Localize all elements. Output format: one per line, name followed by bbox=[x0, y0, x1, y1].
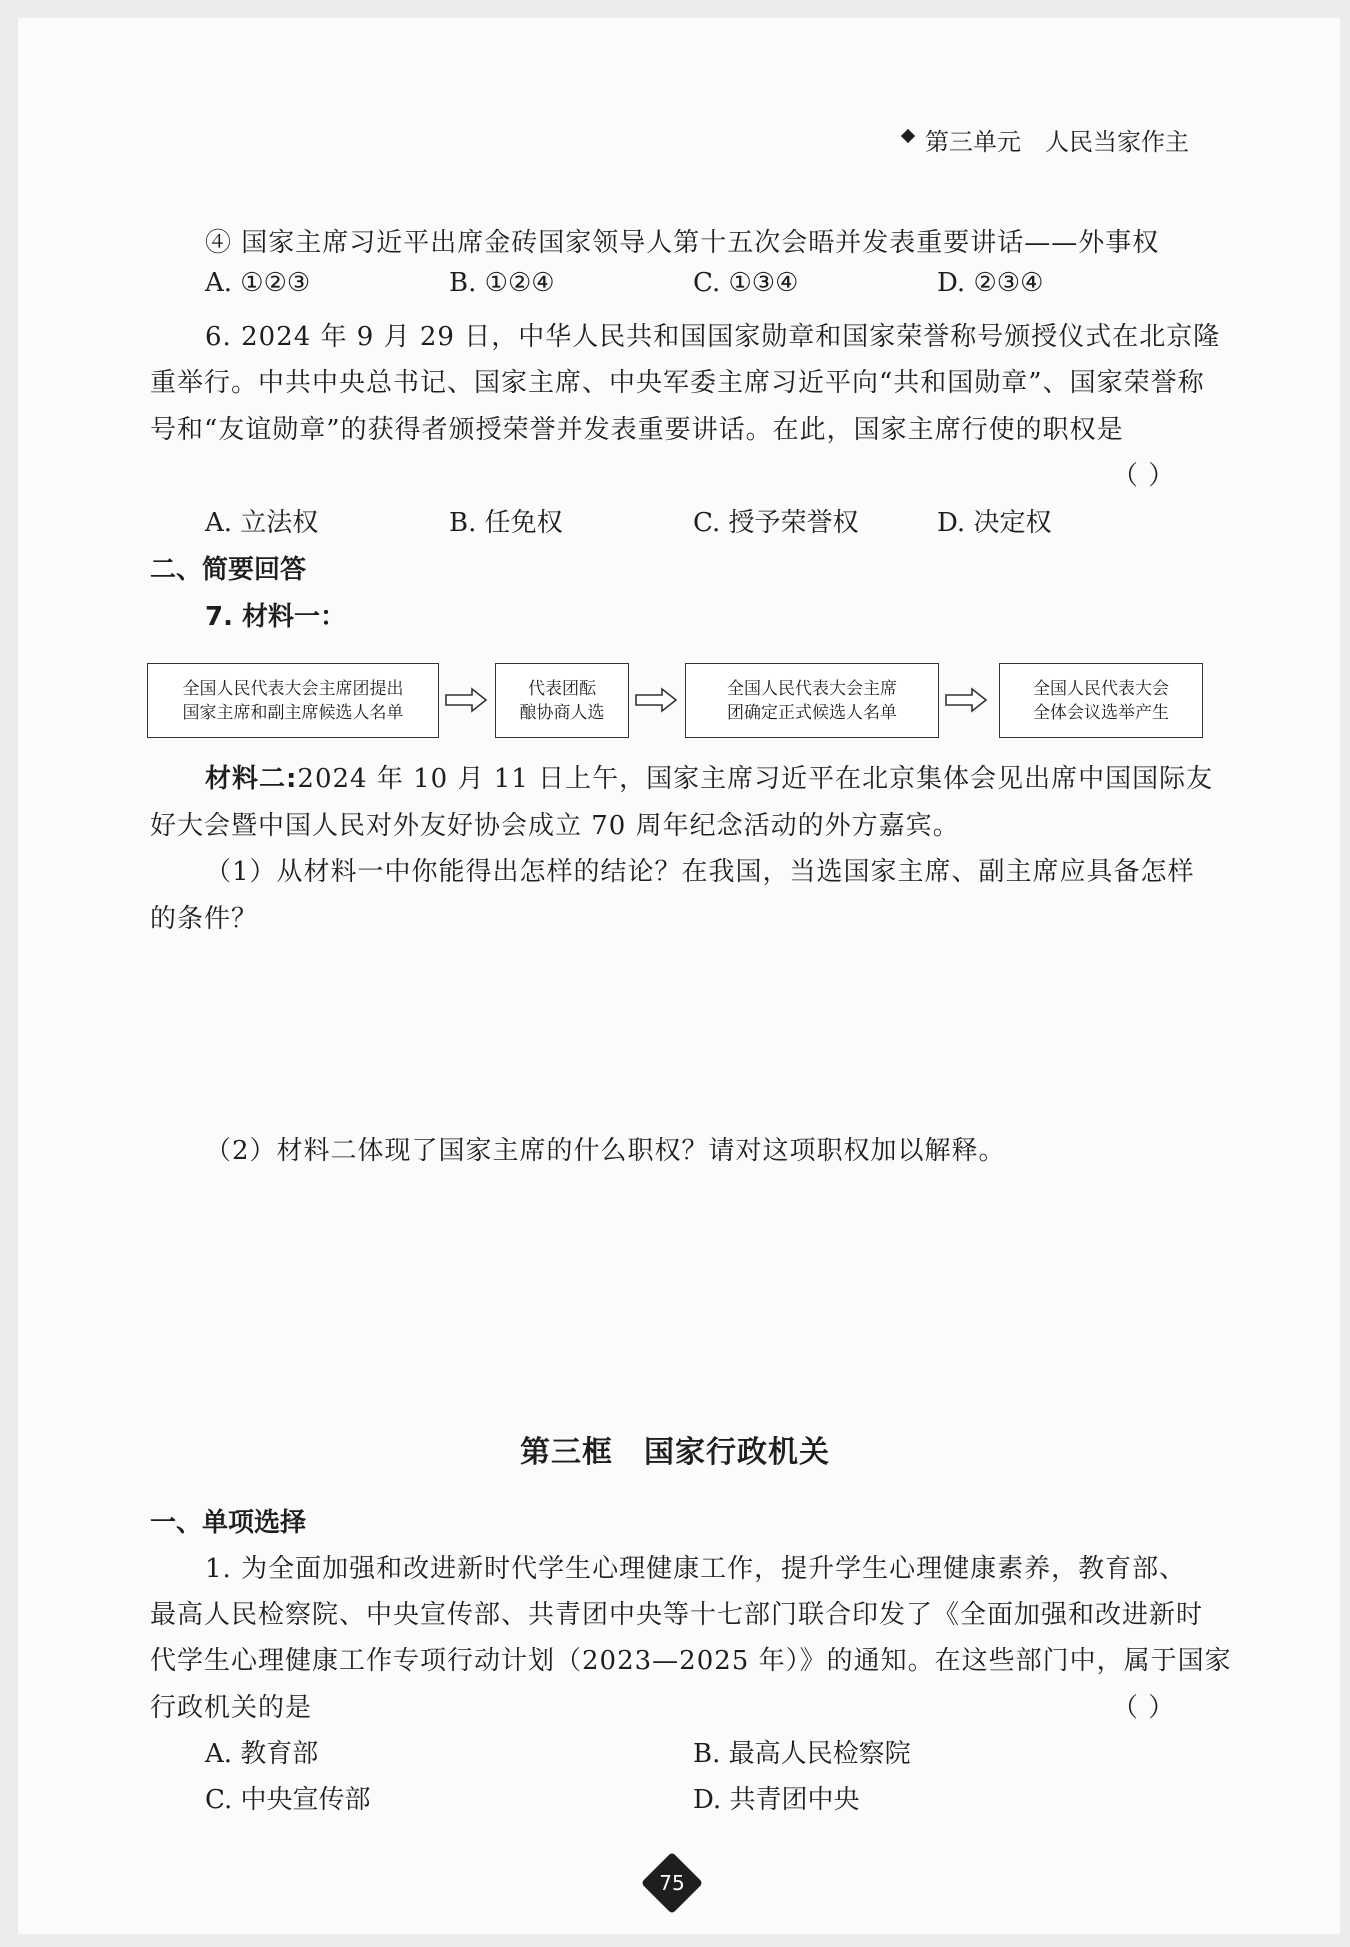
q6-option-a: A. 立法权 bbox=[205, 508, 319, 538]
q5-item4: ④ 国家主席习近平出席金砖国家领导人第十五次会晤并发表重要讲话——外事权 bbox=[205, 228, 1160, 258]
flow-arrow-1-icon bbox=[444, 687, 488, 713]
q6-line3: 号和“友谊勋章”的获得者颁授荣誉并发表重要讲话。在此，国家主席行使的职权是 bbox=[150, 415, 1124, 445]
material2-line2: 好大会暨中国人民对外友好协会成立 70 周年纪念活动的外方嘉宾。 bbox=[150, 811, 960, 841]
running-header bbox=[925, 122, 1189, 157]
q6-line1: 6. 2024 年 9 月 29 日，中华人民共和国国家勋章和国家荣誉称号颁授仪式在北京隆 bbox=[205, 322, 1221, 352]
flow-step-2 bbox=[495, 663, 629, 738]
q7-sub1-line1: （1）从材料一中你能得出怎样的结论？在我国，当选国家主席、副主席应具备怎样 bbox=[205, 857, 1195, 887]
material2-label: 材料二: bbox=[205, 764, 298, 794]
page-number-badge bbox=[641, 1852, 703, 1914]
flow-step-4-line2: 全体会议选举产生 bbox=[1033, 702, 1169, 723]
q7-material1-label: 7. 材料一： bbox=[205, 602, 347, 632]
q5-option-a: A. ①②③ bbox=[205, 268, 311, 298]
flow-step-1-line2: 国家主席和副主席候选人名单 bbox=[182, 702, 404, 723]
flow-step-3-line1: 全国人民代表大会主席 bbox=[727, 678, 897, 699]
flow-step-1-line1: 全国人民代表大会主席团提出 bbox=[182, 678, 404, 699]
flow-step-2-line1: 代表团酝 bbox=[528, 678, 596, 699]
flow-step-3-line2: 团确定正式候选人名单 bbox=[727, 702, 897, 723]
s3-q1-line4: 行政机关的是 bbox=[150, 1693, 313, 1723]
s3-q1-option-d: D. 共青团中央 bbox=[693, 1785, 860, 1815]
flow-arrow-2-icon bbox=[634, 687, 678, 713]
s3-q1-answer-paren: （ ） bbox=[1112, 1693, 1176, 1723]
s3-q1-option-c: C. 中央宣传部 bbox=[205, 1785, 371, 1815]
section2-heading: 二、简要回答 bbox=[150, 555, 307, 585]
q5-option-b: B. ①②④ bbox=[449, 268, 555, 298]
s3-q1-line1: 1. 为全面加强和改进新时代学生心理健康工作，提升学生心理健康素养，教育部、 bbox=[205, 1554, 1187, 1584]
material2-text1: 2024 年 10 月 11 日上午，国家主席习近平在北京集体会见出席中国国际友 bbox=[297, 764, 1214, 794]
flow-step-2-line2: 酿协商人选 bbox=[519, 702, 605, 723]
section3-title: 第三框 国家行政机关 bbox=[520, 1435, 830, 1470]
q7-sub1-line2: 的条件？ bbox=[150, 904, 259, 934]
q6-answer-paren: （ ） bbox=[1112, 461, 1176, 491]
flow-step-4-line1: 全国人民代表大会 bbox=[1033, 678, 1169, 699]
s3-q1-option-b: B. 最高人民检察院 bbox=[693, 1739, 911, 1769]
flow-step-4 bbox=[999, 663, 1203, 738]
q7-sub2: （2）材料二体现了国家主席的什么职权？请对这项职权加以解释。 bbox=[205, 1136, 1006, 1166]
material2-line1 bbox=[205, 758, 1213, 795]
page-number: 75 bbox=[659, 1871, 685, 1895]
flow-step-1 bbox=[147, 663, 439, 738]
q6-option-c: C. 授予荣誉权 bbox=[693, 508, 859, 538]
header-unit: 第三单元 bbox=[925, 128, 1021, 156]
flow-step-3 bbox=[685, 663, 939, 738]
q6-option-d: D. 决定权 bbox=[937, 508, 1052, 538]
s3-q1-line3: 代学生心理健康工作专项行动计划（2023—2025 年）》的通知。在这些部门中，属于国家 bbox=[150, 1646, 1232, 1676]
q5-option-d: D. ②③④ bbox=[937, 268, 1044, 298]
q6-line2: 重举行。中共中央总书记、国家主席、中央军委主席习近平向“共和国勋章”、国家荣誉称 bbox=[150, 368, 1205, 398]
q6-option-b: B. 任免权 bbox=[449, 508, 563, 538]
flow-arrow-3-icon bbox=[944, 687, 988, 713]
header-title: 人民当家作主 bbox=[1045, 128, 1189, 156]
s3-q1-option-a: A. 教育部 bbox=[205, 1739, 319, 1769]
section3-heading: 一、单项选择 bbox=[150, 1508, 307, 1538]
s3-q1-line2: 最高人民检察院、中央宣传部、共青团中央等十七部门联合印发了《全面加强和改进新时 bbox=[150, 1600, 1204, 1630]
q5-option-c: C. ①③④ bbox=[693, 268, 799, 298]
